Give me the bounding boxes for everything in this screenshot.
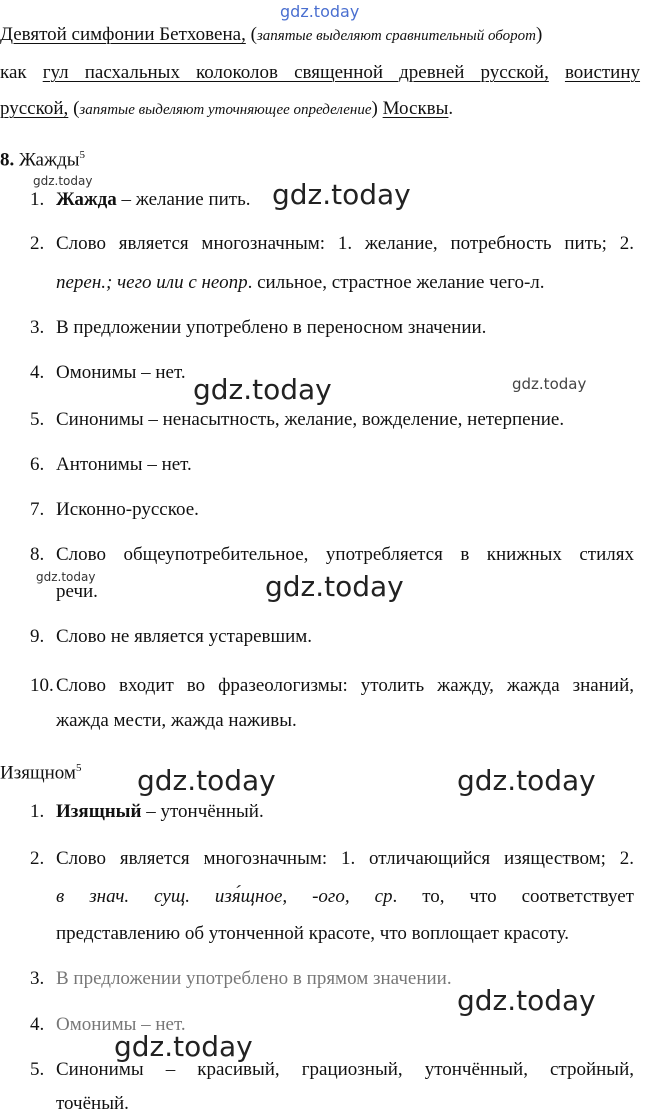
item-text: Слово является многозначным: 1. желание, потребность пить; 2.: [56, 233, 634, 254]
text: как: [0, 62, 43, 83]
note: запятые выделяют уточняющее определение: [79, 102, 372, 118]
item-text: Слово общеупотребительное, употребляется в книжных стилях: [56, 544, 634, 565]
item-number: 2.: [30, 233, 45, 254]
item-number: 9.: [30, 626, 45, 647]
term: Жажда: [56, 189, 117, 210]
underlined-phrase: воистину: [564, 62, 641, 83]
item-text: жажда мести, жажда наживы.: [56, 710, 297, 731]
item-number: 1.: [30, 801, 45, 822]
underlined-phrase: Девятой симфонии Бетховена,: [0, 24, 246, 45]
section-word: Изящном: [0, 762, 76, 784]
text: (: [68, 98, 80, 119]
item-text: представлению об утонченной красоте, что воплощает красоту.: [56, 923, 569, 944]
text: ): [371, 98, 383, 119]
item-number: 2.: [30, 848, 45, 869]
superscript: 5: [79, 149, 86, 161]
item-italic: в знач. сущ. изя́щное, -ого, ср: [56, 886, 393, 907]
watermark: gdz.today: [137, 764, 276, 797]
text: .: [448, 98, 454, 119]
item-number: 5.: [30, 409, 45, 430]
watermark: gdz.today: [265, 570, 404, 603]
intro-line-3: [0, 97, 640, 122]
item-text: точёный.: [56, 1093, 129, 1114]
watermark: gdz.today: [457, 764, 596, 797]
watermark-top: gdz.today: [280, 2, 360, 21]
item-number: 5.: [30, 1059, 45, 1080]
item-italic: перен.; чего или с неопр: [56, 272, 248, 293]
watermark: gdz.today: [36, 570, 96, 584]
watermark: gdz.today: [457, 984, 596, 1017]
term: Изящный: [56, 801, 142, 822]
section-word: Жажды: [14, 149, 80, 171]
underlined-phrase: русской,: [0, 98, 69, 119]
text: (: [245, 24, 257, 45]
text: [549, 62, 565, 83]
watermark: gdz.today: [193, 373, 332, 406]
item-text: Антонимы – нет.: [56, 454, 192, 475]
item-text: Синонимы – ненасытность, желание, вожделение, нетерпение.: [56, 409, 565, 430]
note: запятые выделяют сравнительный оборот: [256, 28, 536, 44]
watermark: gdz.today: [272, 178, 411, 211]
section-heading: [0, 143, 640, 172]
item-text: Исконно-русское.: [56, 499, 199, 520]
item-text: Слово является многозначным: 1. отличающийся изяществом; 2.: [56, 848, 634, 869]
item-text: В предложении употреблено в переносном значении.: [56, 317, 487, 338]
item-number: 3.: [30, 968, 45, 989]
item-text: В предложении употреблено в прямом значении.: [56, 968, 452, 989]
watermark: gdz.today: [512, 375, 587, 393]
item-number: 3.: [30, 317, 45, 338]
section-heading: [0, 756, 640, 785]
item-number: 4.: [30, 1014, 45, 1035]
underlined-phrase: Москвы: [382, 98, 449, 119]
underlined-phrase: гул пасхальных колоколов священной древней русской,: [42, 62, 549, 83]
item-text: – утончённый.: [141, 801, 264, 822]
item-text: Синонимы – красивый, грациозный, утончённый, стройный,: [56, 1059, 634, 1080]
item-text: речи.: [56, 581, 98, 602]
intro-line-2: [0, 61, 640, 85]
item-text: . то, что соответствует: [392, 886, 634, 907]
item-number: 1.: [30, 189, 45, 210]
item-number: 8.: [30, 544, 45, 565]
text: ): [535, 24, 543, 45]
intro-line-1: [0, 23, 640, 48]
item-number: 6.: [30, 454, 45, 475]
superscript: 5: [75, 762, 82, 774]
item-number: 10.: [30, 675, 54, 696]
item-text: Омонимы – нет.: [56, 362, 186, 383]
item-text: Слово не является устаревшим.: [56, 626, 313, 647]
item-number: 7.: [30, 499, 45, 520]
item-text: . сильное, страстное желание чего-л.: [247, 272, 545, 293]
watermark: gdz.today: [33, 174, 93, 188]
watermark: gdz.today: [114, 1030, 253, 1063]
item-text: – желание пить.: [116, 189, 251, 210]
item-text: Омонимы – нет.: [56, 1014, 186, 1035]
item-text: Слово входит во фразеологизмы: утолить жажду, жажда знаний,: [56, 675, 634, 696]
section-number: 8.: [0, 149, 15, 171]
item-number: 4.: [30, 362, 45, 383]
